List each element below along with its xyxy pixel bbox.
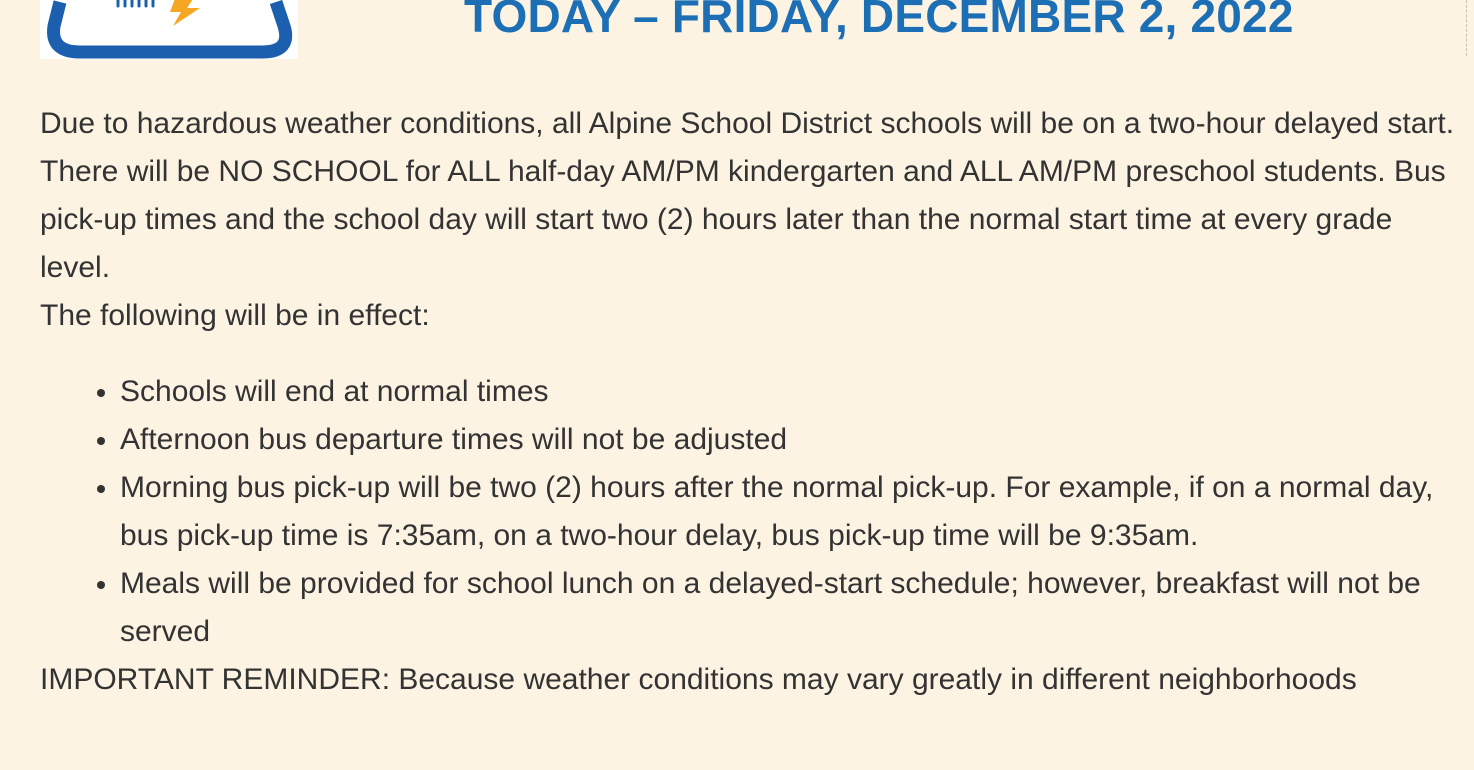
list-item: • Morning bus pick-up will be two (2) hours after the normal pick-up. For example, if on a normal day, bus pick-up time is 7:35am, on a two-hour delay, bus pick-up time will be 9:35am. [120, 464, 1456, 560]
reminder-text: IMPORTANT REMINDER: Because weather conditions may vary greatly in different neighborhoods [40, 663, 1357, 696]
page-title: TODAY – FRIDAY, DECEMBER 2, 2022 [464, 0, 1294, 42]
list-item: • Meals will be provided for school lunch on a delayed-start schedule; however, breakfast will not be served [120, 560, 1456, 656]
effects-list [40, 368, 1456, 656]
district-logo [40, 0, 298, 59]
intro-paragraph: Due to hazardous weather conditions, all Alpine School District schools will be on a two-hour delayed start. There will be NO SCHOOL for ALL half-day AM/PM kindergarten and ALL AM/PM preschool students. Bus pick-up times and the school day will start two (2) hours later than the normal start time at every grade level. [40, 107, 1455, 284]
weather-lightning-logo-icon [40, 0, 298, 59]
list-item: • Schools will end at normal times [120, 368, 1456, 416]
list-item: • Afternoon bus departure times will not be adjusted [120, 416, 1456, 464]
lead-in-text: The following will be in effect: [40, 299, 430, 332]
announcement-body [40, 100, 1456, 704]
divider [1466, 0, 1468, 56]
